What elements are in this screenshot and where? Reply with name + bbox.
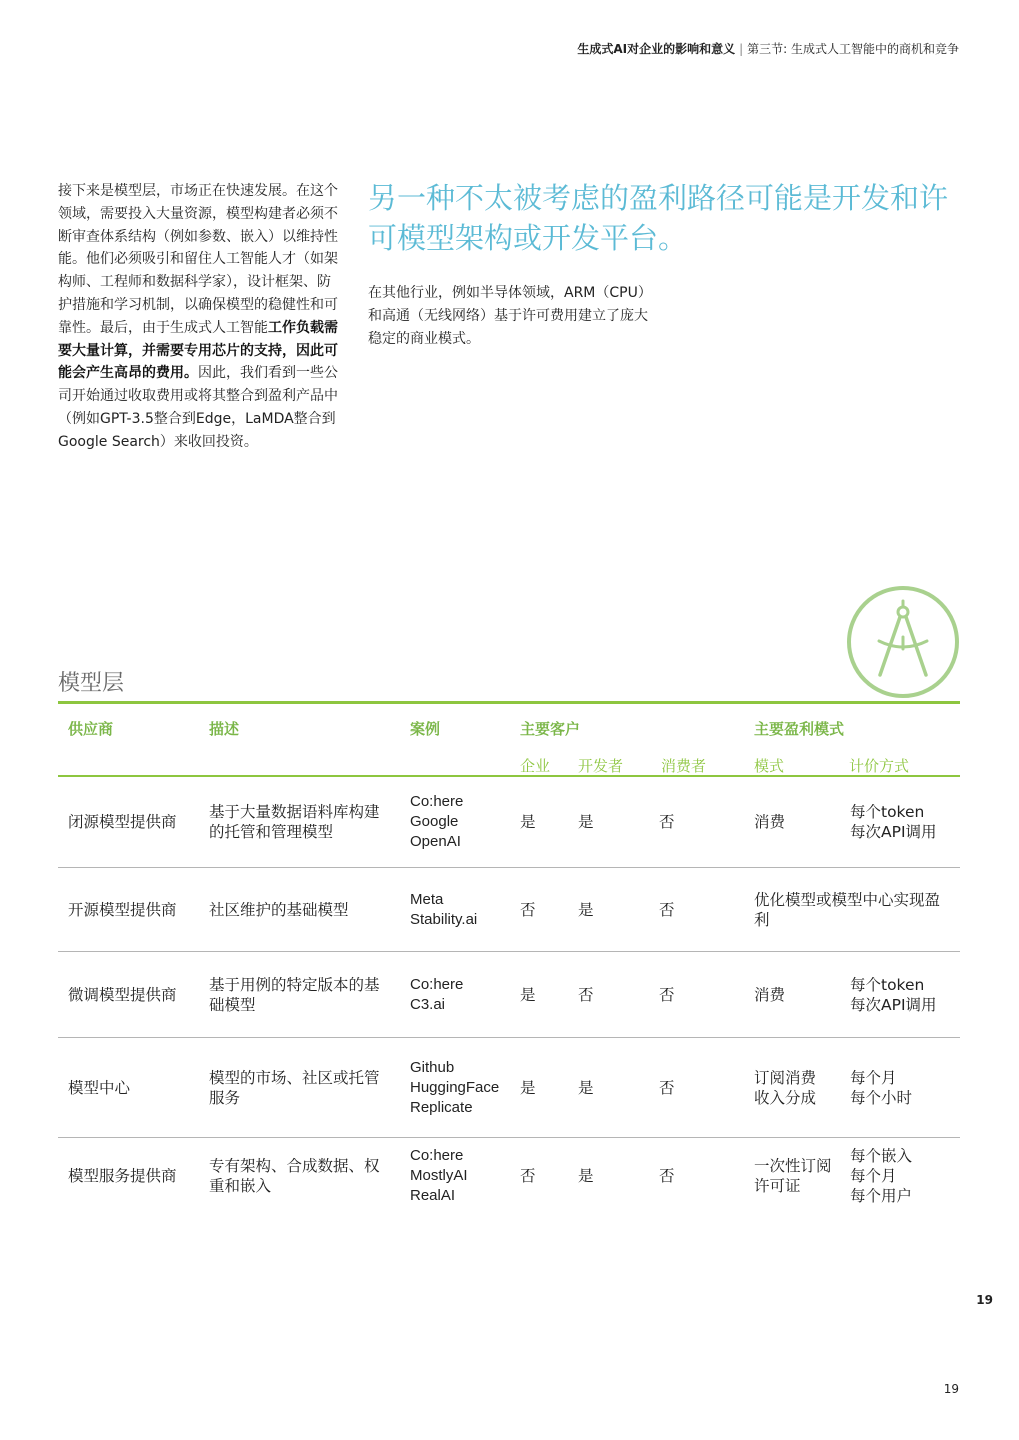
compass-icon bbox=[846, 585, 960, 699]
left-paragraph-part1: 接下来是模型层，市场正在快速发展。在这个领域，需要投入大量资源，模型构建者必须不断审查体系结构（例如参数、嵌入）以维持性能。他们必须吸引和留住人工智能人才（如架构师、工程师和数据科学家），设计框架、防护措施和学习机制，以确保模型的稳健性和可靠性。最后，由于生成式人工智能 bbox=[58, 183, 338, 336]
cell-examples: Co:here C3.ai bbox=[410, 975, 464, 1013]
cell-description: 基于大量数据语料库构建的托管和管理模型 bbox=[209, 803, 380, 841]
cell-description: 专有架构、合成数据、权重和嵌入 bbox=[209, 1157, 380, 1195]
subheader-enterprise: 企业 bbox=[520, 757, 551, 775]
header-examples: 案例 bbox=[410, 720, 441, 738]
cell-enterprise: 否 bbox=[520, 1167, 536, 1185]
page-number-top: 19 bbox=[976, 1293, 993, 1307]
cell-provider: 模型服务提供商 bbox=[68, 1167, 177, 1185]
cell-revenue-span: 优化模型或模型中心实现盈利 bbox=[754, 890, 941, 929]
cell-description: 社区维护的基础模型 bbox=[209, 900, 349, 919]
cell-pricing: 每个token 每次API调用 bbox=[850, 803, 937, 841]
cell-mode: 一次性订阅许可证 bbox=[754, 1157, 832, 1195]
chapter-title: 生成式AI对企业的影响和意义 bbox=[577, 42, 736, 56]
cell-enterprise: 是 bbox=[520, 985, 536, 1004]
cell-mode: 订阅消费 收入分成 bbox=[754, 1068, 817, 1107]
table-row bbox=[58, 777, 960, 868]
cell-developer: 是 bbox=[578, 1078, 594, 1097]
cell-consumer: 否 bbox=[659, 985, 675, 1004]
cell-consumer: 否 bbox=[659, 813, 675, 831]
subheader-mode: 模式 bbox=[754, 757, 785, 775]
cell-developer: 否 bbox=[578, 985, 594, 1004]
cell-consumer: 否 bbox=[659, 1078, 675, 1097]
header-customers: 主要客户 bbox=[520, 720, 581, 738]
cell-provider: 闭源模型提供商 bbox=[68, 813, 177, 831]
cell-provider: 微调模型提供商 bbox=[68, 985, 177, 1004]
subheader-pricing: 计价方式 bbox=[849, 757, 910, 775]
cell-provider: 模型中心 bbox=[68, 1078, 131, 1097]
cell-enterprise: 是 bbox=[520, 1078, 536, 1097]
table-row bbox=[58, 868, 960, 952]
subheader-consumer: 消费者 bbox=[661, 757, 707, 775]
table-title: 模型层 bbox=[58, 671, 125, 696]
cell-mode: 消费 bbox=[754, 813, 786, 831]
cell-description: 基于用例的特定版本的基础模型 bbox=[209, 975, 380, 1014]
cell-description: 模型的市场、社区或托管服务 bbox=[209, 1068, 380, 1107]
pull-quote: 另一种不太被考虑的盈利路径可能是开发和许可模型架构或开发平台。 bbox=[368, 181, 949, 255]
right-paragraph: 在其他行业，例如半导体领域，ARM（CPU）和高通（无线网络）基于许可费用建立了庞大稳定的商业模式。 bbox=[368, 285, 648, 347]
header-revenue: 主要盈利模式 bbox=[754, 720, 845, 738]
cell-enterprise: 是 bbox=[520, 813, 536, 831]
cell-developer: 是 bbox=[578, 813, 594, 831]
cell-pricing: 每个token 每次API调用 bbox=[850, 975, 937, 1014]
table-row bbox=[58, 1038, 960, 1138]
cell-developer: 是 bbox=[578, 1167, 594, 1185]
header-description: 描述 bbox=[209, 720, 240, 738]
page-header bbox=[577, 40, 959, 57]
cell-developer: 是 bbox=[578, 900, 594, 919]
header-provider: 供应商 bbox=[68, 720, 114, 738]
cell-examples: Github HuggingFace Replicate bbox=[410, 1058, 500, 1116]
section-title-header: 第三节: 生成式人工智能中的商机和竞争 bbox=[747, 42, 959, 56]
cell-enterprise: 否 bbox=[520, 900, 536, 919]
cell-examples: Meta Stability.ai bbox=[410, 890, 478, 928]
left-paragraph-bold: 工作负载需要大量计算，并需要专用芯片的支持，因此可能会产生高昂的费用。 bbox=[58, 319, 338, 382]
cell-examples: Co:here MostlyAI RealAI bbox=[410, 1147, 468, 1204]
subheader-developer: 开发者 bbox=[578, 757, 624, 775]
cell-consumer: 否 bbox=[659, 900, 675, 919]
cell-pricing: 每个月 每个小时 bbox=[850, 1068, 913, 1107]
cell-mode: 消费 bbox=[754, 985, 786, 1004]
left-paragraph-part2: 因此，我们看到一些公司开始通过收取费用或将其整合到盈利产品中（例如GPT-3.5整合到Edge，LaMDA整合到Google Search）来收回投资。 bbox=[58, 365, 338, 450]
cell-pricing: 每个嵌入 每个月 每个用户 bbox=[850, 1147, 913, 1205]
header-separator: | bbox=[739, 42, 744, 56]
page-number-bottom: 19 bbox=[943, 1382, 959, 1396]
table-top-rule bbox=[58, 701, 960, 704]
cell-provider: 开源模型提供商 bbox=[68, 900, 177, 919]
table-row bbox=[58, 952, 960, 1038]
left-paragraph bbox=[58, 180, 338, 454]
cell-consumer: 否 bbox=[659, 1167, 675, 1185]
cell-examples: Co:here Google OpenAI bbox=[410, 793, 464, 850]
table-row bbox=[58, 1138, 960, 1214]
